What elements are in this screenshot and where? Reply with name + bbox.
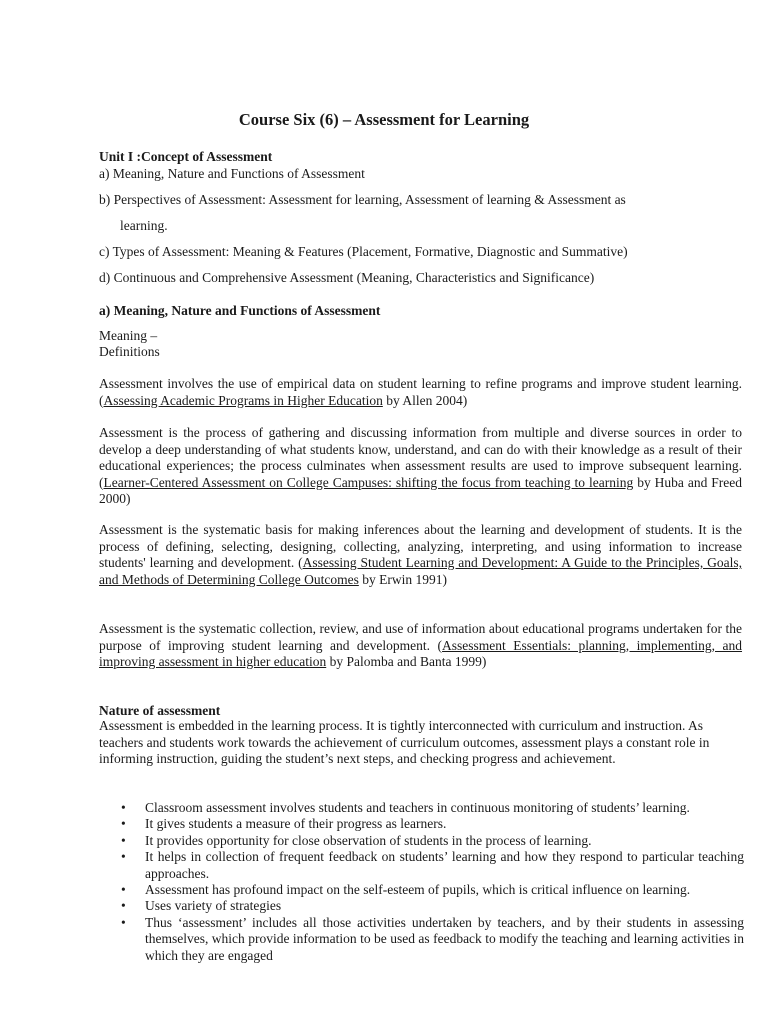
definitions-label: Definitions xyxy=(99,344,160,359)
list-item: • It provides opportunity for close observation of students in the process of learning. xyxy=(121,832,592,848)
definition-paragraph xyxy=(99,425,742,508)
bullet-icon: • xyxy=(121,882,126,898)
list-item: • Classroom assessment involves students and teachers in continuous monitoring of students’ learning. xyxy=(121,800,690,815)
bullet-icon: • xyxy=(121,832,126,848)
nature-heading: Nature of assessment xyxy=(99,703,221,718)
section-a-heading: a) Meaning, Nature and Functions of Assessment xyxy=(99,303,381,318)
definition-paragraph xyxy=(99,621,742,671)
definition-source: Learner-Centered Assessment on College Campuses: shifting the focus from teaching to learning xyxy=(103,474,634,490)
definition-text: Assessment is the process of gathering and discussing information from multiple and diverse sources in order to develop a deep understanding of what students know, understand, and can do with their knowledge as a result of their educational experiences; the process culminates when assessment results are used to improve subsequent learning. ( xyxy=(99,425,742,490)
unit-item-b: b) Perspectives of Assessment: Assessment for learning, Assessment of learning & Assessment as xyxy=(99,192,626,207)
nature-paragraph: Assessment is embedded in the learning process. It is tightly interconnected with curriculum and instruction. As teachers and students work towards the achievement of curriculum outcomes, assessment plays a constant role in informing instruction, guiding the student’s next steps, and checking progress and achievement. xyxy=(99,718,710,766)
list-item: • It gives students a measure of their progress as learners. xyxy=(121,816,447,832)
unit-heading: Unit I :Concept of Assessment xyxy=(99,149,273,164)
definition-citation: by Palomba and Banta 1999) xyxy=(326,654,487,669)
bullet-icon: • xyxy=(121,898,126,914)
bullet-icon: • xyxy=(121,849,126,865)
bullet-icon: • xyxy=(121,914,126,930)
unit-item-b-continued: learning. xyxy=(120,218,168,233)
definition-source: Assessing Student Learning and Development: A Guide to the Principles, Goals, and Methods of Determining College Outcomes xyxy=(99,555,742,587)
definition-citation: by Allen 2004) xyxy=(382,392,468,408)
unit-item-c: c) Types of Assessment: Meaning & Features (Placement, Formative, Diagnostic and Summative) xyxy=(99,244,628,259)
meaning-label: Meaning – xyxy=(99,328,158,343)
definition-source: Assessment Essentials: planning, implementing, and improving assessment in higher education xyxy=(99,637,743,669)
document-title: Course Six (6) – Assessment for Learning xyxy=(238,110,530,129)
definition-text: Assessment is the systematic basis for making inferences about the learning and development of students. It is the process of defining, selecting, designing, collecting, analyzing, interpreting, and using information to increase students' learning and development. ( xyxy=(99,522,742,570)
unit-item-a: a) Meaning, Nature and Functions of Assessment xyxy=(99,166,365,181)
list-item: • Uses variety of strategies xyxy=(121,898,282,914)
definition-source: Assessing Academic Programs in Higher Education xyxy=(103,392,383,408)
bullet-icon: • xyxy=(121,816,126,832)
list-item: • Thus ‘assessment’ includes all those activities undertaken by teachers, and by their students in assessing themselves, which provide information to be used as feedback to modify the teaching and learning activities in which they are engaged xyxy=(121,914,744,963)
nature-bullet-list xyxy=(99,800,744,964)
definition-paragraph xyxy=(99,522,742,588)
list-item: • It helps in collection of frequent feedback on students’ learning and how they respond to particular teaching approaches. xyxy=(121,849,744,881)
definition-text: Assessment is the systematic collection, review, and use of information about educational programs undertaken for the purpose of improving student learning and development. ( xyxy=(99,621,742,653)
definition-citation: by Huba and Freed 2000) xyxy=(99,474,743,506)
definition-text: Assessment involves the use of empirical data on student learning to refine programs and improve student learning. ( xyxy=(99,376,742,408)
list-item: • Assessment has profound impact on the self-esteem of pupils, which is critical influence on learning. xyxy=(121,882,691,898)
unit-item-d: d) Continuous and Comprehensive Assessment (Meaning, Characteristics and Significance) xyxy=(99,270,595,285)
definition-paragraph xyxy=(99,376,742,409)
bullet-icon: • xyxy=(121,800,126,815)
definition-citation: by Erwin 1991) xyxy=(358,571,447,587)
